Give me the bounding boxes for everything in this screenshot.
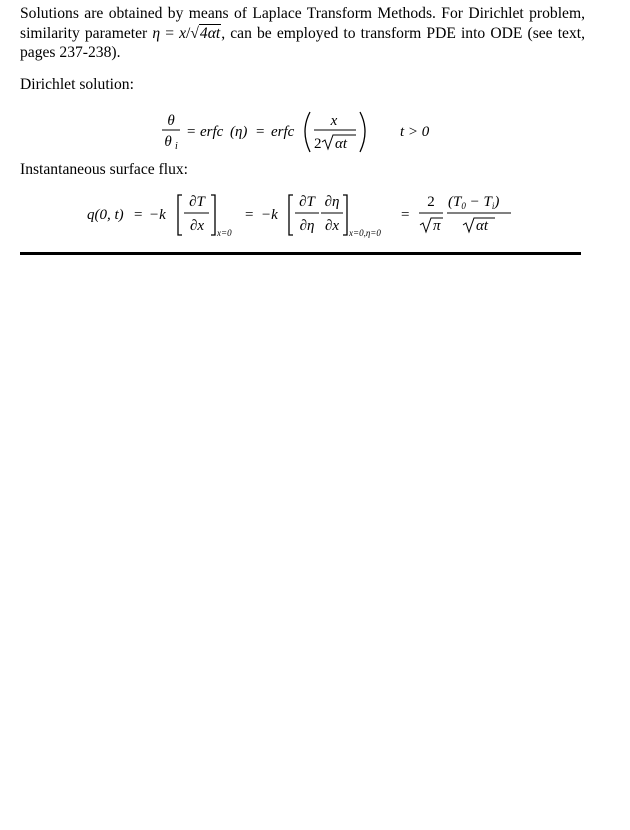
two-coefficient: 2 <box>314 136 322 152</box>
horizontal-rule <box>20 252 581 255</box>
theta-subscript: i <box>175 141 178 152</box>
dx-denominator-2: ∂x <box>324 218 340 234</box>
dirichlet-heading: Dirichlet solution: <box>20 76 134 93</box>
slash: / <box>186 24 191 42</box>
intro-text-end: , can be employed to transform PDE into ODE (see text, pages 237-238). <box>20 24 585 61</box>
x-symbol: x <box>179 24 187 42</box>
dx-denominator-1: ∂x <box>189 218 205 234</box>
alpha-t-flux-radicand: αt <box>476 218 489 234</box>
theta-numerator: θ <box>167 113 175 129</box>
eval-subscript-2: x=0,η=0 <box>349 228 381 238</box>
erfc-2: erfc <box>271 124 295 140</box>
flux-equals-1: = <box>134 207 143 223</box>
flux-equals-3: = <box>401 207 410 223</box>
eval-subscript-1: x=0 <box>217 228 232 238</box>
flux-equation <box>85 188 525 244</box>
flux-equals-2: = <box>245 207 254 223</box>
T0-term: $(T_0 - T_i)$ <box>448 194 500 211</box>
two-numerator: 2 <box>427 194 435 210</box>
theta-denominator: θ <box>164 134 172 150</box>
equals-1: = <box>187 124 196 140</box>
erfc-argument: (η) <box>230 124 248 140</box>
time-condition: t > 0 <box>400 124 430 140</box>
flux-lhs: q(0, t) <box>87 207 124 223</box>
equals-2: = <box>256 124 265 140</box>
x-numerator: x <box>330 113 338 129</box>
alpha-t-radicand: αt <box>335 136 348 152</box>
neg-k-1: −k <box>149 207 166 223</box>
dT-numerator-2: ∂T <box>299 194 315 210</box>
eta-symbol: η <box>152 24 161 42</box>
deta-numerator: ∂η <box>324 194 340 210</box>
deta-denominator: ∂η <box>299 218 315 234</box>
erfc-1: erfc <box>200 124 224 140</box>
intro-text-start: Solutions are obtained by means of Laplace Transform Methods. For Dirichlet problem, similarity parameter <box>20 5 585 42</box>
sqrt-radicand: 4αt <box>199 24 221 42</box>
equals-sign: = <box>160 24 180 42</box>
intro-paragraph: Solutions are obtained by means of Laplace Transform Methods. For Dirichlet problem, similarity parameter η = x/√4αt, can be employed to transform PDE into ODE (see text, pages 237-238). <box>20 5 585 61</box>
pi-radicand: π <box>433 218 441 234</box>
neg-k-2: −k <box>261 207 278 223</box>
dT-numerator-1: ∂T <box>189 194 205 210</box>
flux-heading: Instantaneous surface flux: <box>20 161 189 178</box>
dirichlet-equation <box>150 106 450 158</box>
